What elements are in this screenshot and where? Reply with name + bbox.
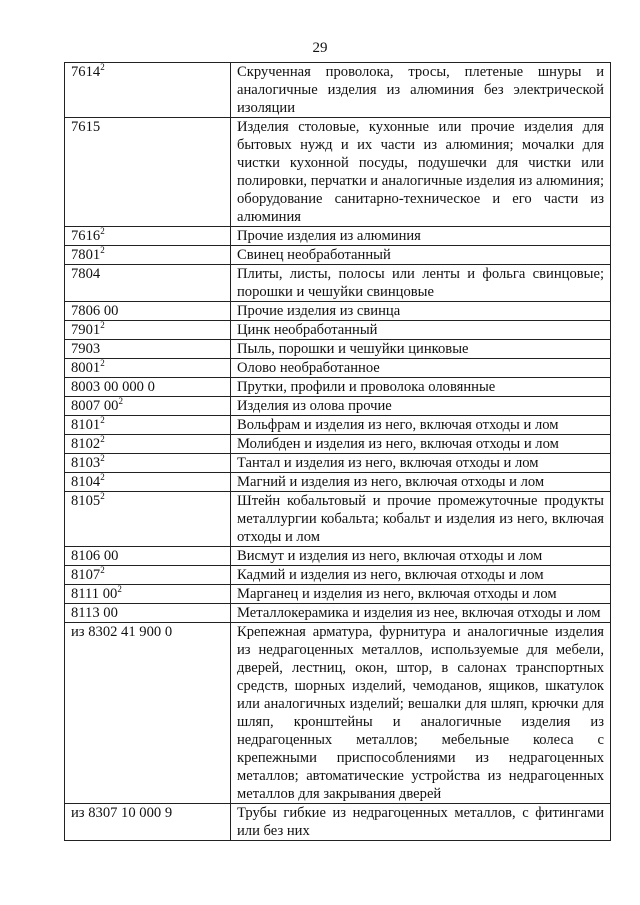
code-cell [65,604,231,623]
code-text: 7615 [71,119,101,135]
code-cell [65,302,231,321]
description-cell: Магний и изделия из него, включая отходы и лом [231,473,611,492]
table-row [65,585,611,604]
description-cell: Прочие изделия из алюминия [231,227,611,246]
code-text: 7614 [71,64,101,80]
footnote-marker: 2 [100,245,105,256]
table-row [65,454,611,473]
code-cell [65,804,231,841]
code-text: 8106 00 [71,548,119,564]
code-cell [65,454,231,473]
description-cell: Олово необработанное [231,359,611,378]
description-cell: Свинец необработанный [231,246,611,265]
description-cell: Трубы гибкие из недрагоценных металлов, с фитингами или без них [231,804,611,841]
code-text: 8102 [71,436,101,452]
tariff-code-table [64,62,611,841]
code-cell [65,623,231,804]
code-cell [65,118,231,227]
table-row [65,547,611,566]
table-body [65,63,611,841]
code-text: 8107 [71,567,101,583]
description-cell: Плиты, листы, полосы или ленты и фольга свинцовые; порошки и чешуйки свинцовые [231,265,611,302]
table-row [65,604,611,623]
footnote-marker: 2 [100,565,105,576]
code-cell [65,416,231,435]
footnote-marker: 2 [100,453,105,464]
table-row [65,397,611,416]
footnote-marker: 2 [100,320,105,331]
table-row [65,804,611,841]
code-text: 7806 00 [71,303,119,319]
code-cell [65,265,231,302]
code-cell [65,246,231,265]
code-text: 7616 [71,228,101,244]
code-cell [65,340,231,359]
table-row [65,246,611,265]
description-cell: Висмут и изделия из него, включая отходы и лом [231,547,611,566]
code-cell [65,378,231,397]
description-cell: Марганец и изделия из него, включая отходы и лом [231,585,611,604]
description-cell: Крепежная арматура, фурнитура и аналогичные изделия из недрагоценных металлов, используемые для мебели, дверей, лестниц, окон, штор, в салонах транспортных средств, шорных изделий, чемоданов, ящиков, шкатулок или аналогичных изделий; вешалки для шляп, крючки для шляп, кронштейны и аналогичные изделия из недрагоценных металлов; мебельные колеса с крепежными приспособлениями из недрагоценных металлов; автоматические устройства из недрагоценных металлов для закрывания дверей [231,623,611,804]
description-cell: Пыль, порошки и чешуйки цинковые [231,340,611,359]
footnote-marker: 2 [100,62,105,73]
code-cell [65,585,231,604]
description-cell: Изделия из олова прочие [231,397,611,416]
table-row [65,378,611,397]
description-cell: Кадмий и изделия из него, включая отходы и лом [231,566,611,585]
table-row [65,416,611,435]
description-cell: Вольфрам и изделия из него, включая отходы и лом [231,416,611,435]
code-text: 8104 [71,474,101,490]
description-cell: Прочие изделия из свинца [231,302,611,321]
code-text: 7903 [71,341,101,357]
description-cell: Тантал и изделия из него, включая отходы и лом [231,454,611,473]
table-row [65,118,611,227]
code-text: 8007 00 [71,398,119,414]
description-cell: Цинк необработанный [231,321,611,340]
table-row [65,473,611,492]
code-cell [65,473,231,492]
code-text: 8103 [71,455,101,471]
code-cell [65,566,231,585]
code-cell [65,492,231,547]
code-text: 7804 [71,266,101,282]
footnote-marker: 2 [100,226,105,237]
code-text: 8111 00 [71,586,118,602]
table-row [65,492,611,547]
table-row [65,302,611,321]
table-row [65,623,611,804]
code-text: 8101 [71,417,101,433]
code-cell [65,63,231,118]
description-cell: Скрученная проволока, тросы, плетеные шнуры и аналогичные изделия из алюминия без электрической изоляции [231,63,611,118]
code-cell [65,435,231,454]
code-text: 7901 [71,322,101,338]
footnote-marker: 2 [100,415,105,426]
footnote-marker: 2 [100,434,105,445]
footnote-marker: 2 [100,472,105,483]
page-number: 29 [312,40,328,56]
code-text: 8113 00 [71,605,118,621]
table-row [65,321,611,340]
table-row [65,63,611,118]
table-row [65,566,611,585]
code-text: 8105 [71,493,101,509]
code-cell [65,547,231,566]
table-row [65,227,611,246]
description-cell: Прутки, профили и проволока оловянные [231,378,611,397]
code-text: из 8302 41 900 0 [71,624,173,640]
table-row [65,435,611,454]
description-cell: Металлокерамика и изделия из нее, включая отходы и лом [231,604,611,623]
footnote-marker: 2 [117,584,122,595]
code-text: из 8307 10 000 9 [71,805,173,821]
code-text: 8001 [71,360,101,376]
code-text: 7801 [71,247,101,263]
code-text: 8003 00 000 0 [71,379,155,395]
code-cell [65,359,231,378]
code-cell [65,321,231,340]
code-cell [65,227,231,246]
description-cell: Молибден и изделия из него, включая отходы и лом [231,435,611,454]
footnote-marker: 2 [118,396,123,407]
table-row [65,340,611,359]
footnote-marker: 2 [100,491,105,502]
table-row [65,359,611,378]
table-row [65,265,611,302]
description-cell: Изделия столовые, кухонные или прочие изделия для бытовых нужд и их части из алюминия; мочалки для чистки кухонной посуды, подушечки для чистки или полировки, перчатки и аналогичные изделия из алюминия; оборудование санитарно-техническое и его части из алюминия [231,118,611,227]
code-cell [65,397,231,416]
description-cell: Штейн кобальтовый и прочие промежуточные продукты металлургии кобальта; кобальт и изделия из него, включая отходы и лом [231,492,611,547]
footnote-marker: 2 [100,358,105,369]
